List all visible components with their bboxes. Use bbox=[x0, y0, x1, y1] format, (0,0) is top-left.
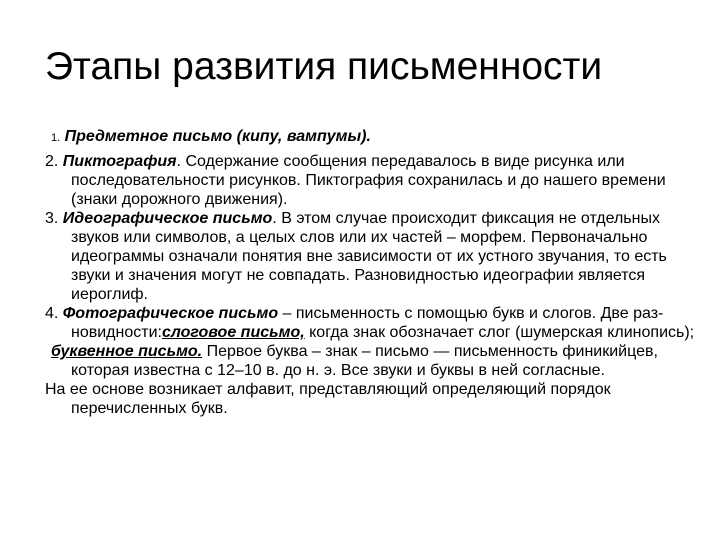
item-number: 2. bbox=[45, 153, 59, 170]
item-text: . Содержание сообщения передавалось в виде рисунка или последовательности рисунков. Пиктография сохранилась и до нашего времени (знаки дорожного движения). bbox=[71, 153, 666, 208]
item-number: 1. bbox=[51, 132, 61, 144]
list-item-5 bbox=[45, 342, 705, 380]
item-term: буквенное письмо. bbox=[51, 343, 203, 360]
item-number: 4. bbox=[45, 305, 59, 322]
item-text: Первое буква – знак – письмо — письменность финикийцев, которая известна с 12–10 в. до н. э. Все звуки и буквы в ней согласные. bbox=[71, 343, 658, 379]
list-item-3 bbox=[45, 209, 705, 304]
slide-title: Этапы развития письменности bbox=[45, 45, 603, 88]
item-term: Фотографическое письмо bbox=[62, 305, 279, 322]
item-term: Предметное письмо (кипу, вампумы). bbox=[64, 128, 371, 145]
item-text: – письменность с помощью букв и слогов. Две раз-новидности: bbox=[71, 305, 664, 341]
list-item-2 bbox=[45, 152, 705, 209]
item-text: когда знак обозначает слог (шумерская клинопись); bbox=[304, 324, 695, 341]
slide-body bbox=[45, 127, 705, 418]
list-item-6 bbox=[45, 380, 705, 418]
item-term: Пиктография bbox=[62, 153, 177, 170]
item-text: . В этом случае происходит фиксация не отдельных звуков или символов, а целых слов или их частей – морфем. Первоначально идеограммы означали понятия вне зависимости от их устного звучания, то есть звуки и значения могут не совпадать. Разновидностью идеографии является иероглиф. bbox=[71, 210, 667, 303]
item-term: Идеографическое письмо bbox=[62, 210, 273, 227]
list-item-1 bbox=[45, 127, 705, 148]
list-item-4 bbox=[45, 304, 705, 342]
item-subterm: слоговое письмо, bbox=[161, 324, 305, 341]
item-text: На ее основе возникает алфавит, представляющий определяющий порядок перечисленных букв. bbox=[45, 381, 611, 417]
item-number: 3. bbox=[45, 210, 59, 227]
